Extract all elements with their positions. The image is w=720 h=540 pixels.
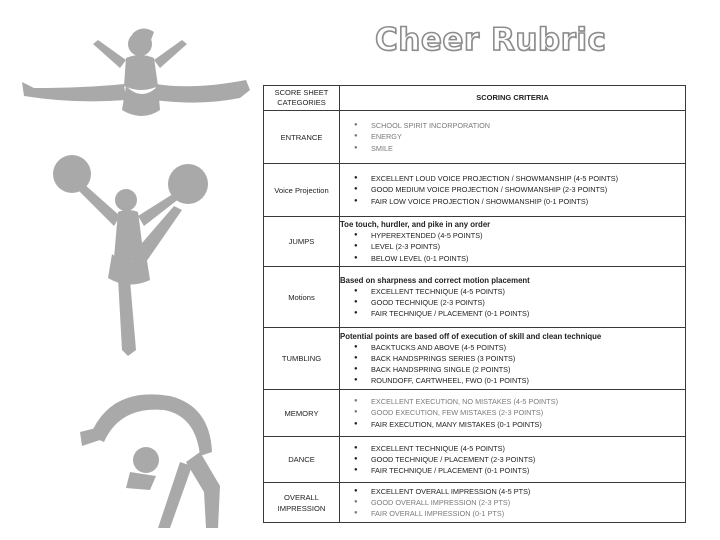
criteria-item: ● ENERGY: [354, 131, 685, 142]
criteria-item: ● GOOD EXECUTION, FEW MISTAKES (2-3 POINTS): [354, 407, 685, 418]
cheerleader-kick-silhouette: [48, 150, 218, 360]
table-row-tumbling: [264, 328, 686, 390]
criteria-cell: [340, 111, 686, 164]
rubric-table: [263, 85, 686, 523]
criteria-cell: [340, 328, 686, 390]
criteria-item: ● ROUNDOFF, CARTWHEEL, FWO (0-1 POINTS): [354, 375, 685, 386]
criteria-item: ● GOOD OVERALL IMPRESSION (2-3 PTS): [354, 497, 685, 508]
category-cell: MEMORY: [264, 390, 340, 437]
criteria-item: ● FAIR TECHNIQUE / PLACEMENT (0-1 POINTS): [354, 465, 685, 476]
table-header-row: [264, 86, 686, 111]
table-row-memory: [264, 390, 686, 437]
criteria-cell: [340, 483, 686, 523]
criteria-cell: [340, 437, 686, 483]
category-cell: Voice Projection: [264, 164, 340, 217]
criteria-item: ● EXCELLENT OVERALL IMPRESSION (4-5 PTS): [354, 486, 685, 497]
category-cell: ENTRANCE: [264, 111, 340, 164]
criteria-item: ● FAIR LOW VOICE PROJECTION / SHOWMANSHIP (0-1 POINTS): [354, 196, 685, 207]
criteria-item: ● BACK HANDSPRING SINGLE (2 POINTS): [354, 364, 685, 375]
page-title: Cheer Rubric: [375, 22, 607, 58]
criteria-item: ● BELOW LEVEL (0-1 POINTS): [354, 253, 685, 264]
criteria-intro: Potential points are based off of execution of skill and clean technique: [340, 331, 602, 341]
criteria-item: ● FAIR TECHNIQUE / PLACEMENT (0-1 POINTS): [354, 308, 685, 319]
criteria-item: ● GOOD MEDIUM VOICE PROJECTION / SHOWMANSHIP (2-3 POINTS): [354, 184, 685, 195]
table-row-dance: [264, 437, 686, 483]
criteria-item: ● SCHOOL SPIRIT INCORPORATION: [354, 120, 685, 131]
table-row-jumps: [264, 217, 686, 267]
table-row-overall-impression: [264, 483, 686, 523]
header-criteria: SCORING CRITERIA: [340, 86, 686, 111]
table-row-entrance: [264, 111, 686, 164]
table-row-motions: [264, 267, 686, 328]
category-cell: JUMPS: [264, 217, 340, 267]
criteria-intro: Based on sharpness and correct motion placement: [340, 275, 530, 285]
criteria-item: ● FAIR OVERALL IMPRESSION (0-1 PTS): [354, 508, 685, 519]
criteria-cell: [340, 390, 686, 437]
criteria-item: ● BACKTUCKS AND ABOVE (4-5 POINTS): [354, 342, 685, 353]
category-cell: Motions: [264, 267, 340, 328]
criteria-item: ● HYPEREXTENDED (4-5 POINTS): [354, 230, 685, 241]
criteria-item: ● BACK HANDSPRINGS SERIES (3 POINTS): [354, 353, 685, 364]
header-category: SCORE SHEET CATEGORIES: [264, 86, 340, 111]
criteria-item: ● GOOD TECHNIQUE / PLACEMENT (2-3 POINTS): [354, 454, 685, 465]
category-cell: TUMBLING: [264, 328, 340, 390]
criteria-cell: [340, 164, 686, 217]
table-row-voice-projection: [264, 164, 686, 217]
criteria-item: ● LEVEL (2-3 POINTS): [354, 241, 685, 252]
criteria-item: ● SMILE: [354, 143, 685, 154]
criteria-item: ● EXCELLENT EXECUTION, NO MISTAKES (4-5 POINTS): [354, 396, 685, 407]
criteria-item: ● EXCELLENT LOUD VOICE PROJECTION / SHOWMANSHIP (4-5 POINTS): [354, 173, 685, 184]
criteria-item: ● FAIR EXECUTION, MANY MISTAKES (0-1 POINTS): [354, 419, 685, 430]
criteria-cell: [340, 267, 686, 328]
cheerleader-backbend-silhouette: [60, 376, 230, 536]
criteria-item: ● EXCELLENT TECHNIQUE (4-5 POINTS): [354, 443, 685, 454]
category-cell: DANCE: [264, 437, 340, 483]
criteria-item: ● GOOD TECHNIQUE (2-3 POINTS): [354, 297, 685, 308]
criteria-item: ● EXCELLENT TECHNIQUE (4-5 POINTS): [354, 286, 685, 297]
criteria-cell: [340, 217, 686, 267]
cheerleader-jump-silhouette: [14, 24, 254, 134]
criteria-intro: Toe touch, hurdler, and pike in any order: [340, 220, 491, 230]
category-cell: OVERALL IMPRESSION: [264, 483, 340, 523]
